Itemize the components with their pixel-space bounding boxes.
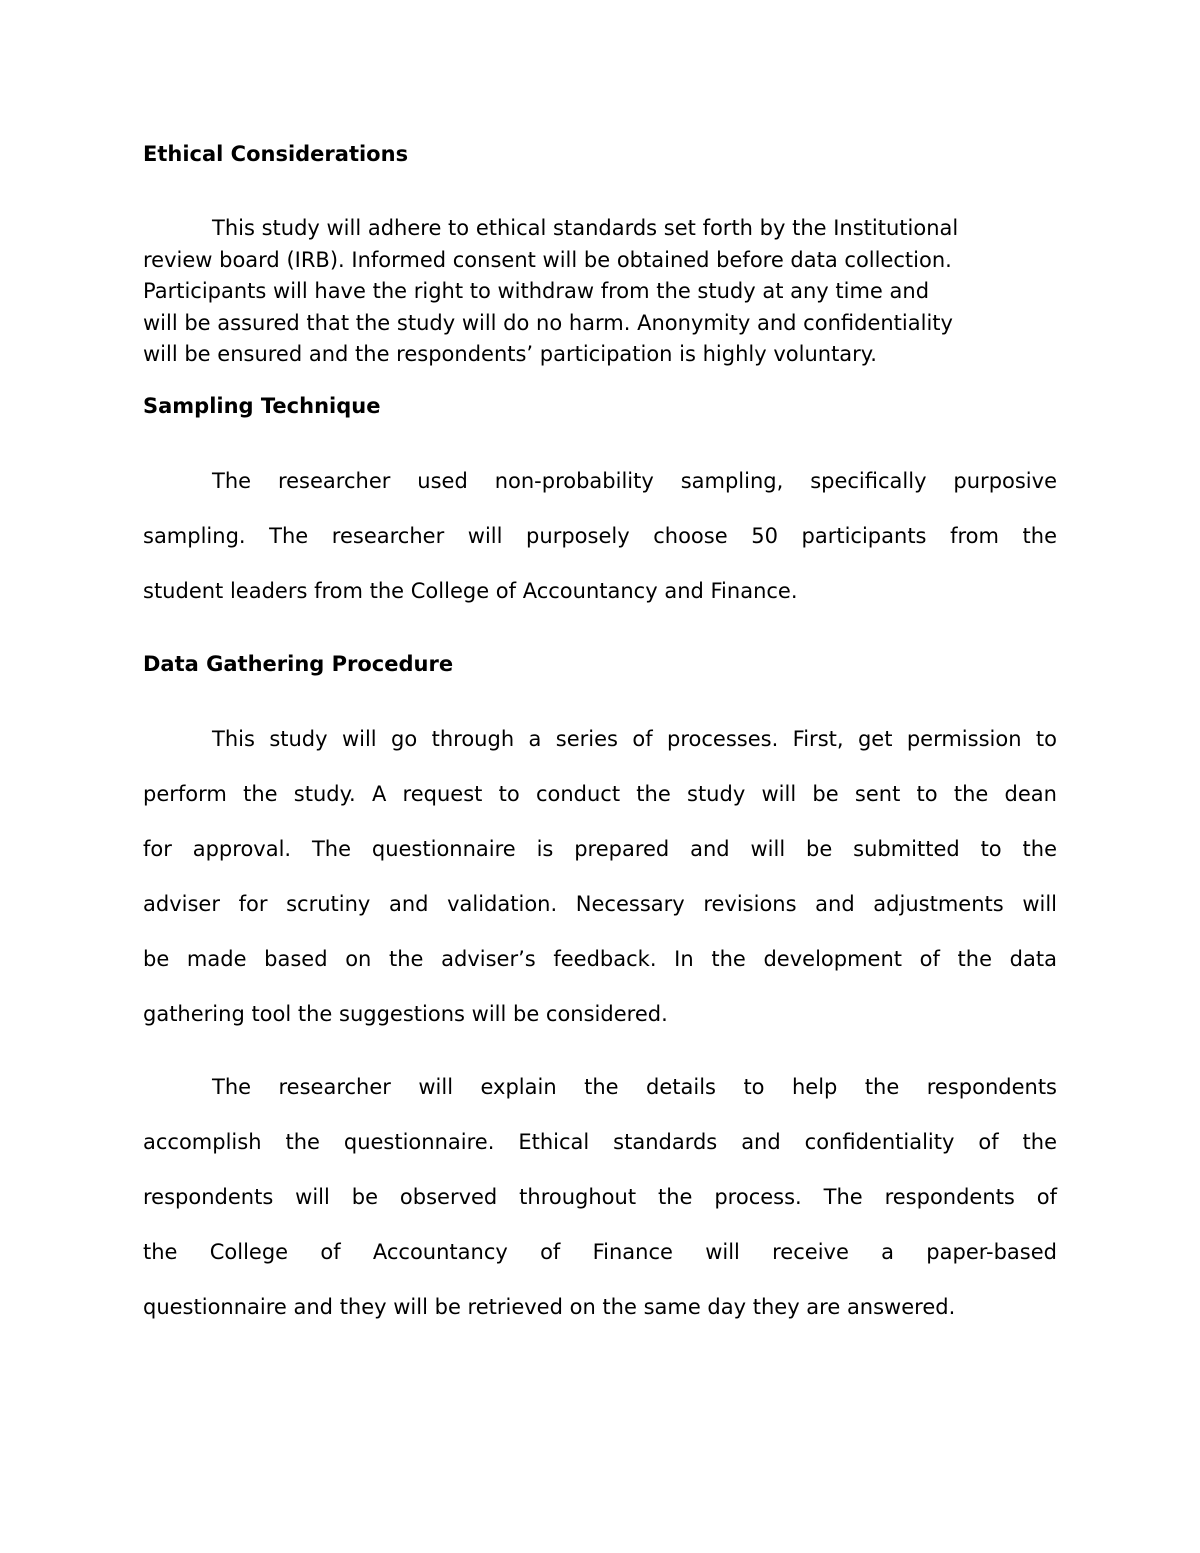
text-line: review board (IRB). Informed consent will be obtained before data collection. [143, 247, 952, 272]
text-line: Participants will have the right to withdraw from the study at any time and [143, 279, 930, 303]
text-line: gathering tool the suggestions will be considered. [143, 1002, 668, 1026]
text-line: sampling. The researcher will purposely choose 50 participants from the [143, 524, 1057, 548]
text-line: This study will go through a series of processes. First, get permission to [212, 727, 1057, 751]
text-line: This study will adhere to ethical standards set forth by the Institutional [212, 216, 959, 240]
paragraph-data-gathering-2 [143, 1060, 1057, 1335]
paragraph-ethical-considerations [143, 213, 1057, 371]
text-line: will be ensured and the respondents’ participation is highly voluntary. [143, 342, 877, 366]
text-line: perform the study. A request to conduct the study will be sent to the dean [143, 782, 1057, 806]
text-line: adviser for scrutiny and validation. Necessary revisions and adjustments will [143, 892, 1057, 916]
paragraph-sampling-technique [143, 454, 1057, 619]
text-line: accomplish the questionnaire. Ethical standards and confidentiality of the [143, 1130, 1057, 1154]
heading-data-gathering-procedure: Data Gathering Procedure [143, 652, 454, 676]
text-line: the College of Accountancy of Finance will receive a paper-based [143, 1240, 1057, 1264]
text-line: student leaders from the College of Accountancy and Finance. [143, 579, 798, 603]
text-line: The researcher will explain the details to help the respondents [212, 1075, 1057, 1099]
text-line: questionnaire and they will be retrieved on the same day they are answered. [143, 1295, 956, 1319]
text-line: be made based on the adviser’s feedback. In the development of the data [143, 947, 1057, 971]
heading-sampling-technique: Sampling Technique [143, 394, 381, 418]
text-line: The researcher used non-probability sampling, specifically purposive [212, 469, 1057, 493]
heading-ethical-considerations: Ethical Considerations [143, 142, 409, 166]
text-line: for approval. The questionnaire is prepared and will be submitted to the [143, 837, 1057, 861]
text-line: will be assured that the study will do no harm. Anonymity and confidentiality [143, 310, 953, 335]
text-line: respondents will be observed throughout the process. The respondents of [143, 1185, 1057, 1209]
paragraph-data-gathering-1 [143, 712, 1057, 1042]
